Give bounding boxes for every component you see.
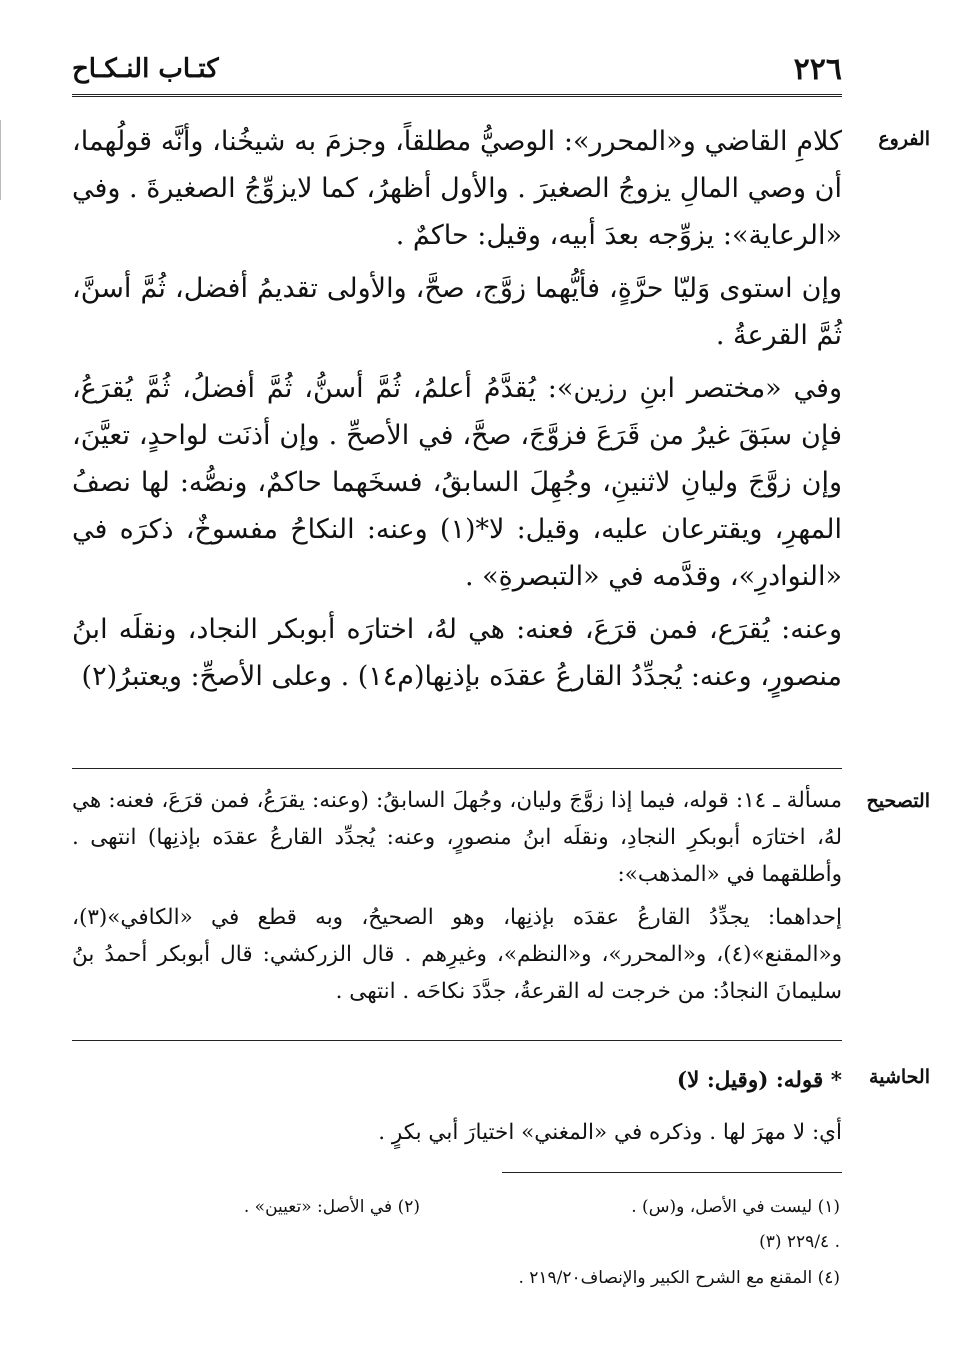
furu-paragraph-1: كلامِ القاضي و«المحرر»: الوصيُّ مطلقاً، وجزمَ به شيخُنا، وأنَّه قولُهما، أن وصي المالِ يزوجُ الصغيرَ . والأول أظهرُ، كما لايزوِّجُ الصغيرةَ . وفي «الرعاية»: يزوِّجه بعدَ أبيه، وقيل: حاكمٌ . xyxy=(72,126,842,251)
furu-paragraph-3: وفي «مختصر ابنِ رزين»: يُقدَّمُ أعلمُ، ثُمَّ أسنُّ، ثُمَّ أفضلُ، ثُمَّ يُقرَعُ، فإن سبَقَ غيرُ من قَرَعَ فزوَّجَ، صحَّ، في الأصحِّ . وإن أذنَت لواحدٍ، تعيَّنَ، وإن زوَّجَ وليانِ لاثنينِ، وجُهِلَ السابقُ، فسخَهما حاكمٌ، ونصُّه: لها نصفُ المهرِ، ويقترعان عليه، وقيل: لا*(١) وعنه: النكاحُ مفسوخٌ، ذكرَه في «النوادرِ»، وقدَّمه في «التبصرةِ» . xyxy=(72,373,842,592)
tashih-section xyxy=(72,782,842,1016)
side-label-furu: الفروع xyxy=(878,128,930,150)
footnote-4: (٤) المقنع مع الشرح الكبير والإنصاف٢١٩/٢٠ . xyxy=(518,1268,840,1288)
side-label-hashiya: الحاشية xyxy=(869,1066,930,1088)
running-header xyxy=(72,52,842,97)
side-label-tashih: التصحيح xyxy=(866,790,930,812)
section-divider xyxy=(72,768,842,769)
furu-paragraph-2: وإن استوى وَليّا حرَّةٍ، فأيُّهما زوَّج، صحَّ، والأولى تقديمُ أفضل، ثُمَّ أسنَّ، ثُمَّ القرعةُ . xyxy=(72,273,842,351)
tashih-paragraph-2: إحداهما: يجدِّدُ القارعُ عقدَه بإذنِها، وهو الصحيحُ، وبه قطع في «الكافي»(٣)، و«المقنع»(٤)، و«المحرر»، و«النظم»، وغيرِهم . قال الزركشي: قال أبوبكر أحمدُ بنُ سليمانَ النجادُ: من خرجت له القرعةُ، جدَّدَ نكاحَه . انتهى . xyxy=(72,905,842,1004)
hashiya-text: أي: لا مهرَ لها . وذكره في «المغني» اختيارَ أبي بكرٍ . xyxy=(378,1120,842,1145)
footnote-divider xyxy=(502,1172,842,1173)
hashiya-heading: * قوله: (وقيل: لا) xyxy=(676,1068,842,1093)
page-number: ٢٢٦ xyxy=(793,52,842,87)
scan-edge-mark xyxy=(0,120,3,200)
book-title: كتـاب النـكـاح xyxy=(72,54,219,84)
furu-paragraph-4: وعنه: يُقرَع، فمن قرَعَ، فعنه: هي لهُ، اختارَه أبوبكر النجاد، ونقلَه ابنُ منصورٍ، وعنه: يُجدِّدُ القارعُ عقدَه بإذنِها(م١٤) . وعلى الأصحِّ: ويعتبرُ(٢) xyxy=(72,614,842,692)
furu-section xyxy=(72,118,842,706)
footnote-2: (٢) في الأصل: «تعيين» . xyxy=(243,1197,420,1217)
footnote-3: (٣) ٢٢٩/٤ . xyxy=(759,1232,840,1252)
section-divider xyxy=(72,1040,842,1041)
hashiya-section xyxy=(72,1062,842,1152)
footnote-1: (١) ليست في الأصل، و(س) . xyxy=(631,1197,840,1217)
tashih-paragraph-1: مسألة ـ ١٤: قوله، فيما إذا زوَّجَ وليان، وجُهلَ السابقُ: (وعنه: يقرَعُ، فمن قرَعَ، فعنه: هي لهُ، اختارَه أبوبكرِ النجادِ، ونقلَه ابنُ منصورٍ، وعنه: يُجدِّد القارعُ عقدَه بإذنِها) انتهى . وأطلقهما في «المذهب»: xyxy=(72,788,842,887)
